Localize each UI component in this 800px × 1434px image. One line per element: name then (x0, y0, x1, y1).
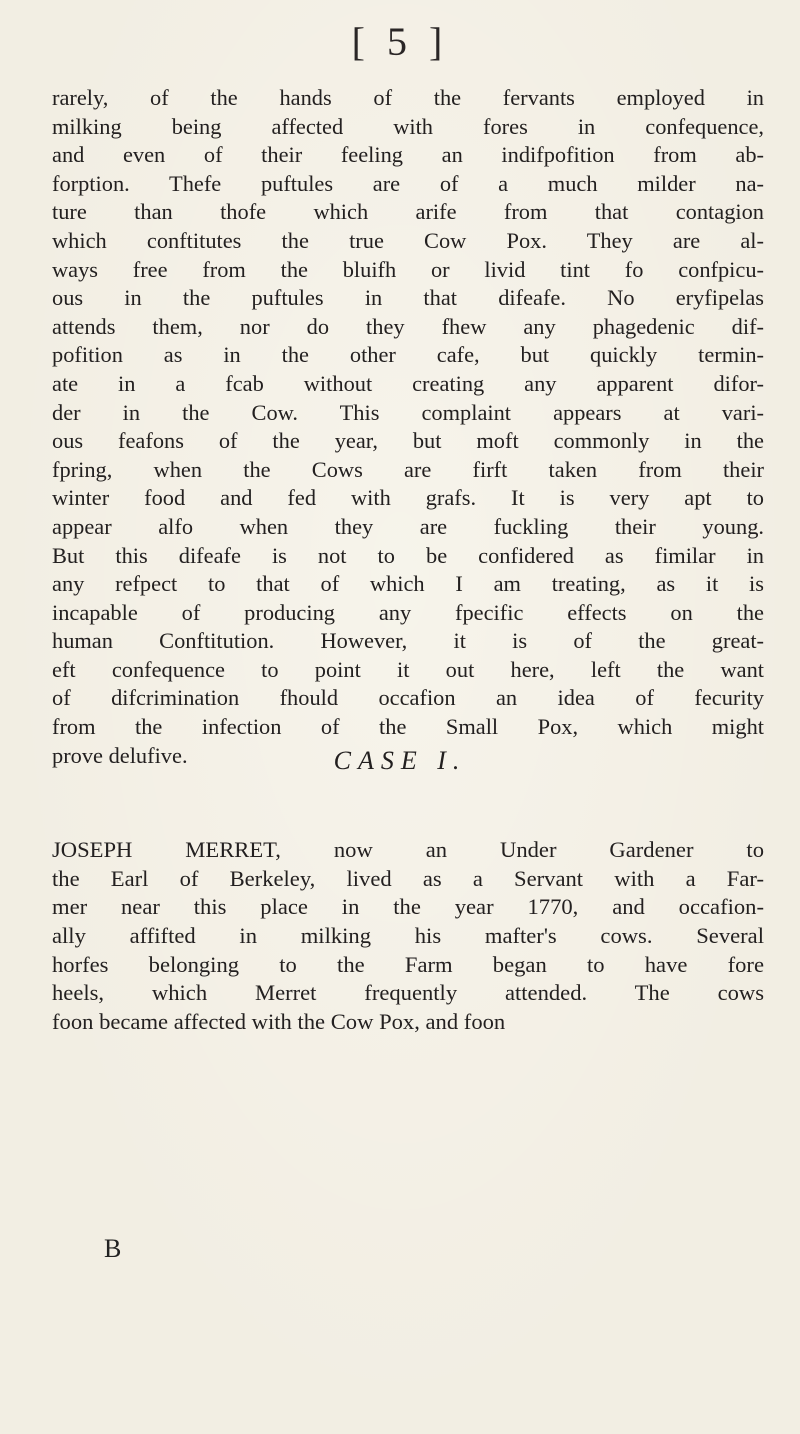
text-line: der in the Cow. This complaint appears at vari- (52, 399, 764, 425)
text-line: from the infection of the Small Pox, which might (52, 714, 764, 740)
text-line: the Earl of Berkeley, lived as a Servant with a Far- (52, 865, 764, 891)
text-line: of difcrimination fhould occafion an idea of fecurity (52, 685, 764, 711)
text-line: which conftitutes the true Cow Pox. They are al- (52, 227, 764, 253)
text-line: pofition as in the other cafe, but quickly termin- (52, 342, 764, 368)
text-line: eft confequence to point it out here, left the want (52, 656, 764, 682)
text-line: heels, which Merret frequently attended. The cows (52, 980, 764, 1006)
text-line: any refpect to that of which I am treating, as it is (52, 571, 764, 597)
text-line: ture than thofe which arife from that contagion (52, 199, 764, 225)
body-text (52, 84, 764, 770)
text-line: ous in the puftules in that difeafe. No eryfipelas (52, 285, 764, 311)
catchword: B (104, 1234, 122, 1263)
text-line: rarely, of the hands of the fervants employed in (52, 85, 764, 110)
text-line: ous feafons of the year, but moft commonly in the (52, 428, 764, 454)
text-line: ways free from the bluifh or livid tint fo confpicu- (52, 256, 764, 282)
text-line: appear alfo when they are fuckling their young. (52, 513, 764, 539)
text-line: incapable of producing any fpecific effects on the (52, 599, 764, 625)
text-line: But this difeafe is not to be confidered as fimilar in (52, 542, 764, 568)
text-line: ally affifted in milking his mafter's cows. Several (52, 923, 764, 949)
text-line: JOSEPH MERRET, now an Under Gardener to (52, 837, 764, 862)
text-line: foon became affected with the Cow Pox, and foon (52, 1009, 506, 1035)
text-line: forption. Thefe puftules are of a much milder na- (52, 170, 764, 196)
text-line: milking being affected with fores in confequence, (52, 113, 764, 139)
text-line: ate in a fcab without creating any apparent difor- (52, 370, 764, 396)
text-line: human Conftitution. However, it is of the great- (52, 628, 764, 654)
text-line: fpring, when the Cows are firft taken from their (52, 456, 764, 482)
text-line: winter food and fed with grafs. It is very apt to (52, 485, 764, 511)
case-text (52, 836, 764, 1037)
text-line: mer near this place in the year 1770, and occafion- (52, 894, 764, 920)
text-line: horfes belonging to the Farm began to have fore (52, 951, 764, 977)
case-heading: CASE I. (333, 746, 467, 775)
text-line: and even of their feeling an indifpofition from ab- (52, 142, 764, 168)
page-number: [ 5 ] (351, 19, 449, 64)
text-line: attends them, nor do they fhew any phagedenic dif- (52, 313, 764, 339)
text-line: prove delufive. (52, 742, 188, 768)
